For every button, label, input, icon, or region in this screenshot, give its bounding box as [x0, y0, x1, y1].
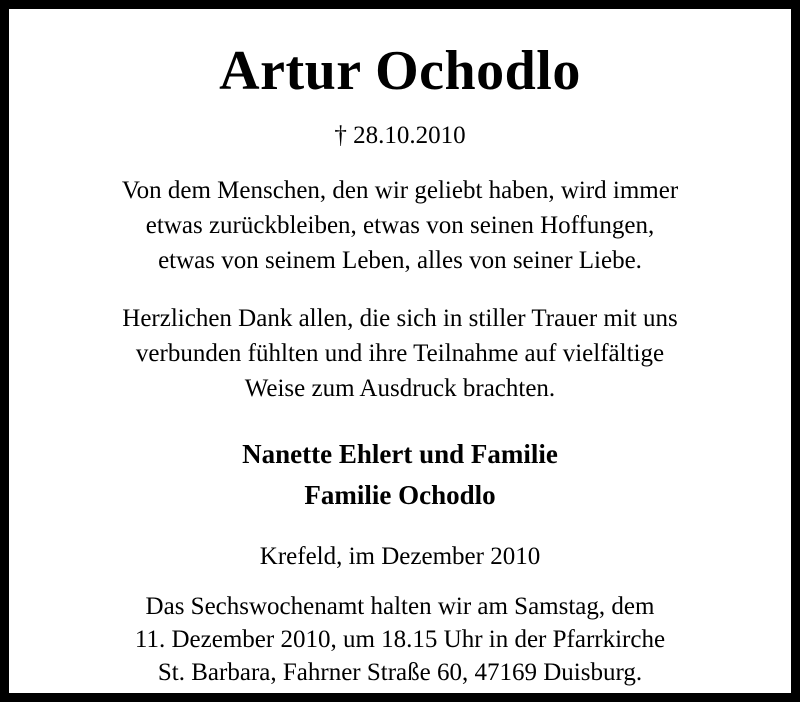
- service-line-2: 11. Dezember 2010, um 18.15 Uhr in der Pfarrkirche: [134, 626, 666, 653]
- service-line-1: Das Sechswochenamt halten wir am Samstag, dem: [145, 593, 655, 620]
- thanks-line-1: Herzlichen Dank allen, die sich in stiller Trauer mit uns: [122, 305, 678, 332]
- family-line-2: Familie Ochodlo: [304, 480, 496, 510]
- thanks-line-3: Weise zum Ausdruck brachten.: [244, 375, 556, 402]
- service-line-3: St. Barbara, Fahrner Straße 60, 47169 Duisburg.: [157, 659, 643, 686]
- quote-line-2: etwas zurückbleiben, etwas von seinen Hoffungen,: [145, 212, 655, 239]
- death-date: † 28.10.2010: [334, 122, 466, 149]
- quote-line-3: etwas von seinem Leben, alles von seiner Liebe.: [158, 247, 642, 274]
- place-date: Krefeld, im Dezember 2010: [259, 543, 541, 570]
- family-line-1: Nanette Ehlert und Familie: [242, 439, 558, 469]
- quote-line-1: Von dem Menschen, den wir geliebt haben, wird immer: [121, 177, 679, 204]
- thanks-line-2: verbunden fühlten und ihre Teilnahme auf vielfältige: [135, 340, 665, 367]
- deceased-name: Artur Ochodlo: [219, 40, 581, 102]
